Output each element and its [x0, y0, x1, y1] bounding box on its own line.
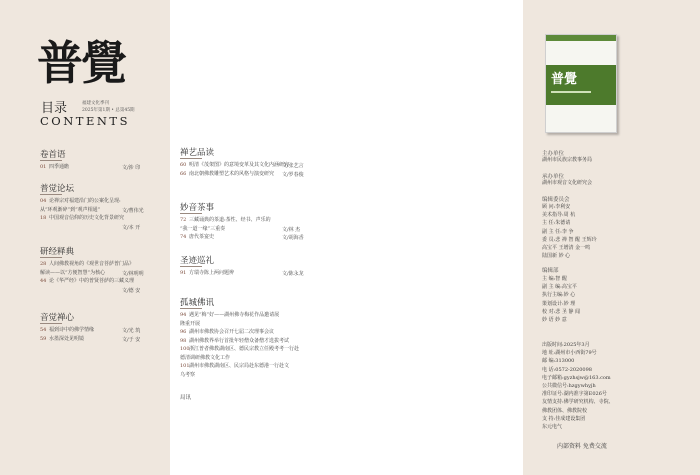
item-page-number: 91 [180, 270, 187, 276]
item-author: 文/光 筑 [122, 328, 141, 334]
section-title: 妙音茶事 [180, 203, 215, 213]
cover-title: 普覺 [551, 72, 578, 87]
item-page-number: 60 [180, 162, 187, 168]
item-author: 文/曹伟光 [122, 207, 144, 214]
section-rule [180, 158, 202, 159]
item-page-number: 28 [40, 261, 47, 267]
item-title: 水墨深处见明镜 [49, 335, 85, 342]
item-page-number: 74 [180, 234, 187, 240]
committee-label: 编辑委员会 [542, 197, 570, 203]
item-author: 文/于 安 [122, 336, 141, 343]
item-author: 文/林 杰 [282, 226, 301, 233]
cover-bar [551, 91, 591, 93]
item-title: 湖州市佛教协会召开七届二次理事会议 [189, 329, 275, 335]
info-line: 佛教团体、佛教院校 [542, 407, 588, 414]
issue-line-1: 福建文化季刊 [82, 101, 109, 106]
editorial-line: 妙 语 妙 意 [542, 317, 567, 323]
item-author: 文/德 安 [122, 287, 141, 294]
editorial-line: 执行主编:妙 心 [542, 292, 576, 299]
issue-line-2: 2025年第1期 • 总第45期 [82, 108, 135, 113]
item-title: 遇见“梅”好——湖州佛寺梅花作品邀请展 [189, 312, 280, 318]
item-title: 从“环观渐碎”到“观声相通” [40, 206, 101, 213]
item-page-number: 96 [180, 329, 187, 335]
committee-line: 高宝平 王增清 金一鸣 [542, 245, 591, 251]
committee-line: 委 员:悲 禅 智 醒 王辉玲 [542, 236, 597, 243]
item-page-number: 44 [40, 278, 47, 284]
item-page-number: 66 [180, 170, 187, 177]
section-rule [40, 257, 62, 258]
item-title: 方瑞寺陈上两问题辨 [189, 270, 235, 276]
section-rule [180, 266, 202, 267]
item-page-number: 98 [180, 337, 187, 344]
item-page-number: 101 [180, 363, 190, 369]
section-title: 孤城佛讯 [180, 298, 215, 308]
item-title: 湖州市佛教湖南区、民宗局赴东德港一行赴文 [189, 363, 290, 369]
committee-line: 美术指导:周 杭 [542, 212, 576, 219]
editorial-line: 副 主 编:高宝平 [542, 284, 577, 291]
editorial-label: 编辑部 [542, 268, 559, 274]
organizer-value: 湖州市观音文化研究会 [542, 180, 593, 186]
item-title: 解读——以“方便智慧”为核心 [40, 269, 106, 276]
info-line: 出版时间:2025年3月 [542, 342, 590, 348]
item-title: 明清《茂架图》的意境变革及其文化内涵研究 [189, 162, 290, 168]
item-author: 文/陈永龙 [282, 271, 304, 277]
toc-title-en: CONTENTS [40, 114, 130, 128]
right-footer: 内部资料 免费交流 [557, 443, 607, 450]
info-line: 支 持:佳成建设集团 [542, 415, 586, 422]
section-title: 禅艺品读 [180, 148, 215, 158]
section-rule [40, 160, 62, 161]
section-title: 音觉禅心 [40, 313, 75, 323]
item-title: 论《华严经》中的普贤菩萨的三藏义理 [49, 278, 135, 284]
item-title: 浙江普者佛教湖南区、德民宗教立任殿考考一行赴 [189, 346, 300, 352]
item-author: 文/张艺言 [282, 163, 304, 169]
editorial-line: 校 对:悲 圣 静 闻 [542, 308, 581, 315]
section-rule [180, 213, 202, 214]
section-rule [40, 194, 62, 195]
item-title: 南北朝佛教雕塑艺术的风格与演变研究 [189, 170, 275, 177]
section-rule [40, 323, 62, 324]
item-page-number: 04 [40, 198, 47, 204]
committee-line: 陆国新 妙 心 [542, 253, 571, 260]
item-author: 文/涉 印 [122, 165, 141, 171]
item-title: 四季通瞻 [49, 164, 70, 170]
section-title: 圣迹巡礼 [180, 256, 215, 266]
item-title: 三藏诵典的茶道:茶性、经书、声乐的 [189, 217, 271, 223]
section-title: 研经释典 [40, 247, 75, 257]
info-line: 准印证号:湖内准字第E026号 [542, 391, 607, 398]
item-title: “我一道一缘”三重奏 [180, 225, 226, 232]
item-title: 隆重开展 [180, 320, 201, 327]
item-title: 湖州佛教界举行首批年轻僧众备僧才选拔考试 [189, 337, 290, 344]
item-author: 文/本 开 [122, 224, 141, 231]
item-author: 文/罗春俊 [282, 171, 304, 178]
item-page-number: 54 [40, 327, 47, 333]
item-author: 文/胡海香 [282, 235, 304, 241]
item-page-number: 01 [40, 164, 47, 170]
info-line: 友情支持:佛学研究机构、寺院、 [542, 399, 614, 406]
info-line: 东元电气 [542, 424, 563, 430]
toc-title-cn: 目录 [41, 101, 68, 116]
cover-top-band [546, 35, 616, 41]
item-title: 中国观音信仰的历史文化背景研究 [49, 215, 125, 221]
section-title: 卷首语 [40, 150, 66, 160]
item-page-number: 18 [40, 215, 47, 221]
item-title: 人间佛教视角的《观世音菩萨普门品》 [49, 261, 135, 267]
magazine-cover [545, 34, 617, 133]
item-page-number: 72 [180, 217, 187, 223]
section-rule [180, 308, 202, 309]
editorial-line: 策划设计:妙 理 [542, 300, 576, 307]
item-page-number: 100 [180, 346, 190, 352]
info-line: 地 址:湖州市小西街79号 [542, 350, 597, 357]
info-line: 邮 编:313000 [542, 358, 575, 365]
info-line: 电 话:0572-2020098 [542, 366, 592, 373]
item-title: 唐代茶宴史 [189, 234, 215, 240]
section-title: 普觉论坛 [40, 184, 75, 194]
info-line: 电子邮箱:gyzhsjw@163.com [542, 374, 611, 381]
item-title: 论禅宗对福建沿门的公案化呈现: [49, 198, 121, 204]
item-page-number: 59 [40, 335, 47, 342]
committee-line: 顾 问:李利安 [542, 204, 571, 210]
committee-line: 主 任:朱德请 [542, 220, 571, 227]
magazine-logo: 普覺 [37, 36, 125, 90]
middle-footer: 局讯 [180, 395, 192, 401]
sponsor-label: 主办单位 [542, 151, 565, 157]
organizer-label: 承办单位 [542, 174, 565, 180]
committee-line: 副 主 任:李 争 [542, 228, 574, 235]
item-title: 德清调研佛教文化工作 [180, 354, 231, 361]
item-title: 乌考察 [180, 371, 196, 378]
info-line: 公共微信号:hzgywhyjh [542, 383, 596, 389]
item-page-number: 94 [180, 312, 187, 318]
editorial-line: 主 编:智 醒 [542, 276, 567, 282]
item-author: 文/林明明 [122, 270, 144, 277]
item-title: 福到诗中的佛学情缘 [49, 327, 95, 333]
sponsor-value: 湖州市民族宗教事务局 [542, 157, 593, 163]
